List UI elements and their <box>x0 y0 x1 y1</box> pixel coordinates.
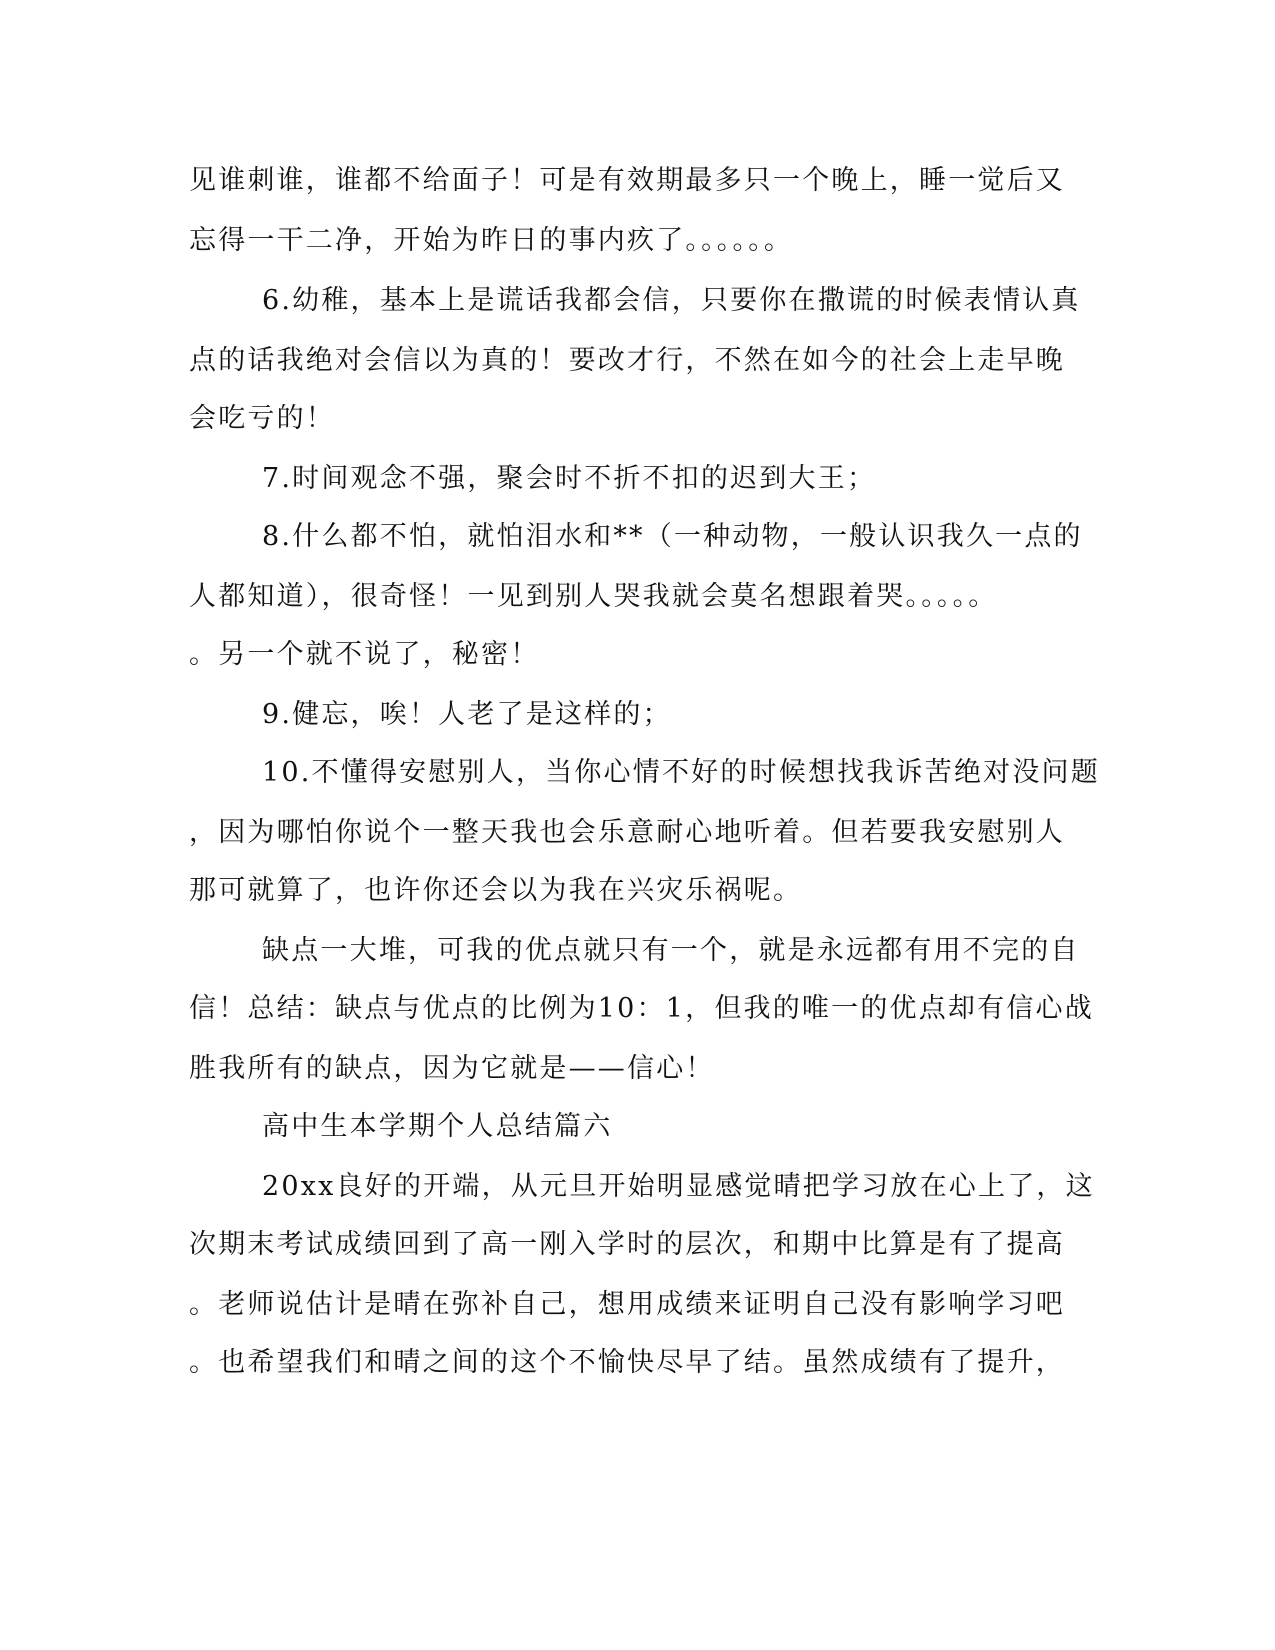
text-line: 10.不懂得安慰别人，当你心情不好的时候想找我诉苦绝对没问题 <box>262 757 1100 788</box>
text-line: 。也希望我们和晴之间的这个不愉快尽早了结。虽然成绩有了提升， <box>189 1347 1065 1378</box>
text-line: 次期末考试成绩回到了高一刚入学时的层次，和期中比算是有了提高 <box>189 1229 1065 1260</box>
text-line: 。老师说估计是晴在弥补自己，想用成绩来证明自己没有影响学习吧 <box>189 1289 1065 1320</box>
text-line: 会吃亏的！ <box>189 403 335 434</box>
text-line: 忘得一干二净，开始为昨日的事内疚了。。。。。。 <box>189 225 794 256</box>
text-line: 见谁刺谁，谁都不给面子！可是有效期最多只一个晚上，睡一觉后又 <box>189 165 1065 196</box>
text-line: 。另一个就不说了，秘密！ <box>189 639 540 670</box>
text-line: 8.什么都不怕，就怕泪水和**（一种动物，一般认识我久一点的 <box>262 521 1083 552</box>
text-line: 9.健忘，唉！人老了是这样的； <box>262 699 672 730</box>
text-line: 信！总结：缺点与优点的比例为10：1，但我的唯一的优点却有信心战 <box>189 993 1094 1024</box>
text-line: 缺点一大堆，可我的优点就只有一个，就是永远都有用不完的自 <box>262 935 1080 966</box>
text-line: 胜我所有的缺点，因为它就是——信心！ <box>189 1053 715 1084</box>
text-line: 点的话我绝对会信以为真的！要改才行，不然在如今的社会上走早晚 <box>189 345 1065 376</box>
text-line: 人都知道），很奇怪！一见到别人哭我就会莫名想跟着哭。。。。。 <box>189 581 998 612</box>
text-line: 20xx良好的开端，从元旦开始明显感觉晴把学习放在心上了，这 <box>262 1171 1095 1202</box>
section-heading: 高中生本学期个人总结篇六 <box>262 1111 613 1142</box>
text-line: 那可就算了，也许你还会以为我在兴灾乐祸呢。 <box>189 875 803 906</box>
text-line: 7.时间观念不强，聚会时不折不扣的迟到大王； <box>262 463 877 494</box>
text-line: 6.幼稚，基本上是谎话我都会信，只要你在撒谎的时候表情认真 <box>262 285 1081 316</box>
text-line: ，因为哪怕你说个一整天我也会乐意耐心地听着。但若要我安慰别人 <box>189 817 1065 848</box>
